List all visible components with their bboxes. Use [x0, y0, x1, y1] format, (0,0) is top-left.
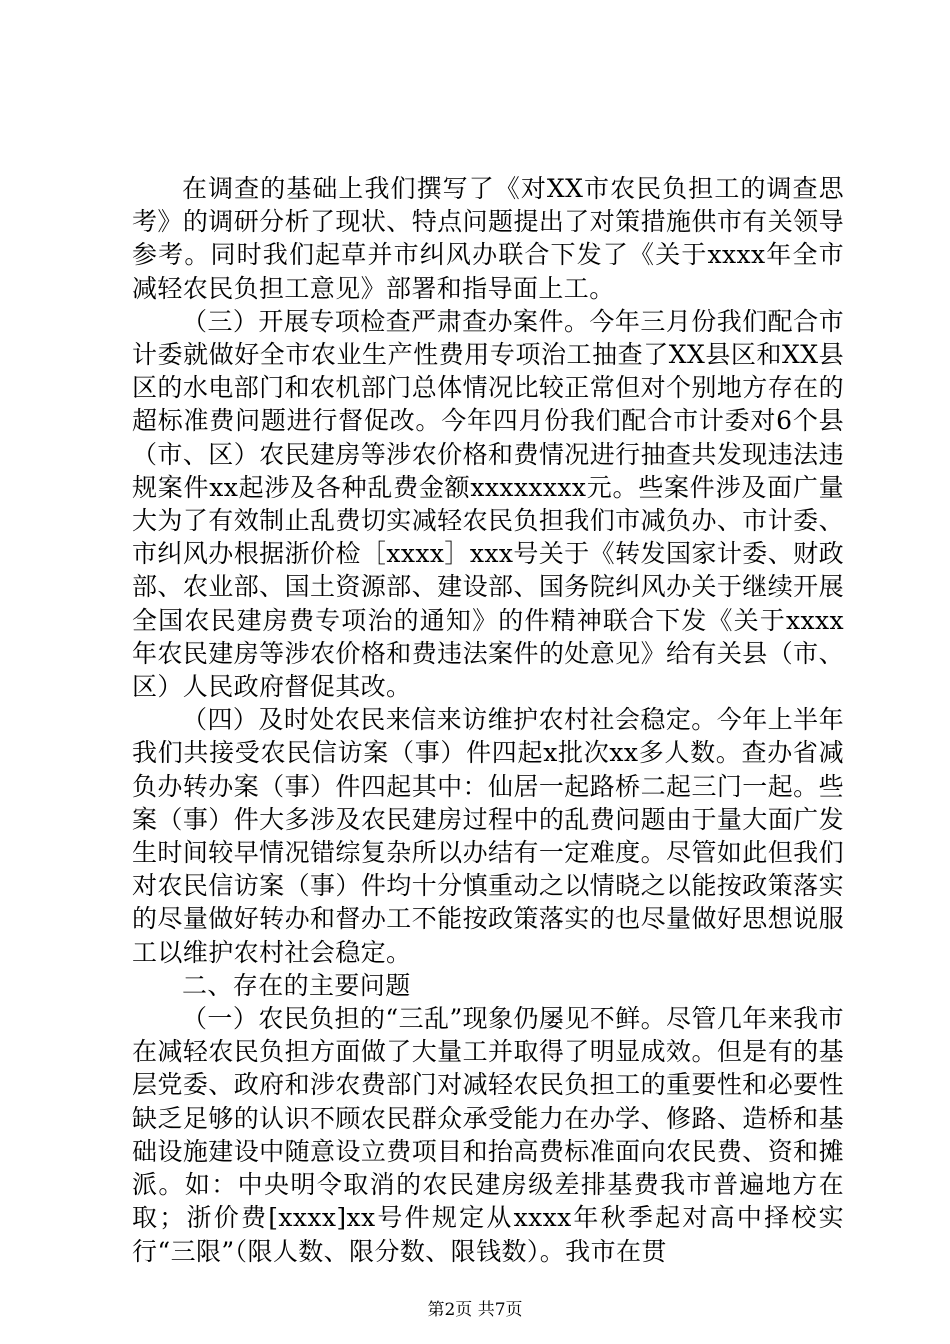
page-footer: 第2页 共7页 — [427, 1300, 523, 1320]
paragraph-three-chaos: （一）农民负担的“三乱”现象仍屡见不鲜。尽管几年来我市在减轻农民负担方面做了大量工并取得了明显成效。但是有的基层党委、政府和涉农费部门对减轻农民负担工的重要性和必要性缺乏足够的认识不顾农民群众承受能力在办学、修路、造桥和基础设施建设中随意设立费项目和抬高费标准面向农民费、资和摊派。如：中央明令取消的农民建房级差排基费我市普遍地方在取；浙价费[xxxx]xx号件规定从xxxx年秋季起对高中择校实行“三限”（限人数、限分数、限钱数）。我市在贯 — [132, 1004, 844, 1266]
paragraph-survey-report: 在调查的基础上我们撰写了《对XX市农民负担工的调查思考》的调研分析了现状、特点问题提出了对策措施供市有关领导参考。同时我们起草并市纠风办联合下发了《关于xxxx年全市减轻农民负担工意见》部署和指导面上工。 — [132, 174, 844, 303]
section-heading-main-problems: 二、存在的主要问题 — [182, 970, 411, 1000]
document-body — [132, 172, 844, 1268]
paragraph-special-inspection: （三）开展专项检查严肃查办案件。今年三月份我们配合市计委就做好全市农业生产性费用专项治工抽查了XX县区和XX县区的水电部门和农机部门总体情况比较正常但对个别地方存在的超标准费问题进行督促改。今年四月份我们配合市计委对6个县（市、区）农民建房等涉农价格和费情况进行抽查共发现违法违规案件xx起涉及各种乱费金额xxxxxxxx元。些案件涉及面广量大为了有效制止乱费切实减轻农民负担我们市减负办、市计委、市纠风办根据浙价检［xxxx］xxx号关于《转发国家计委、财政部、农业部、国土资源部、建设部、国务院纠风办关于继续开展全国农民建房费专项治的通知》的件精神联合下发《关于xxxx年农民建房等涉农价格和费违法案件的处意见》给有关县（市、区）人民政府督促其改。 — [132, 306, 844, 702]
paragraph-petition-handling: （四）及时处农民来信来访维护农村社会稳定。今年上半年我们共接受农民信访案（事）件四起x批次xx多人数。查办省减负办转办案（事）件四起其中：仙居一起路桥二起三门一起。些案（事）件大多涉及农民建房过程中的乱费问题由于量大面广发生时间较早情况错综复杂所以办结有一定难度。尽管如此但我们对农民信访案（事）件均十分慎重动之以情晓之以能按政策落实的尽量做好转办和督办工不能按政策落实的也尽量做好思想说服工以维护农村社会稳定。 — [132, 705, 844, 967]
